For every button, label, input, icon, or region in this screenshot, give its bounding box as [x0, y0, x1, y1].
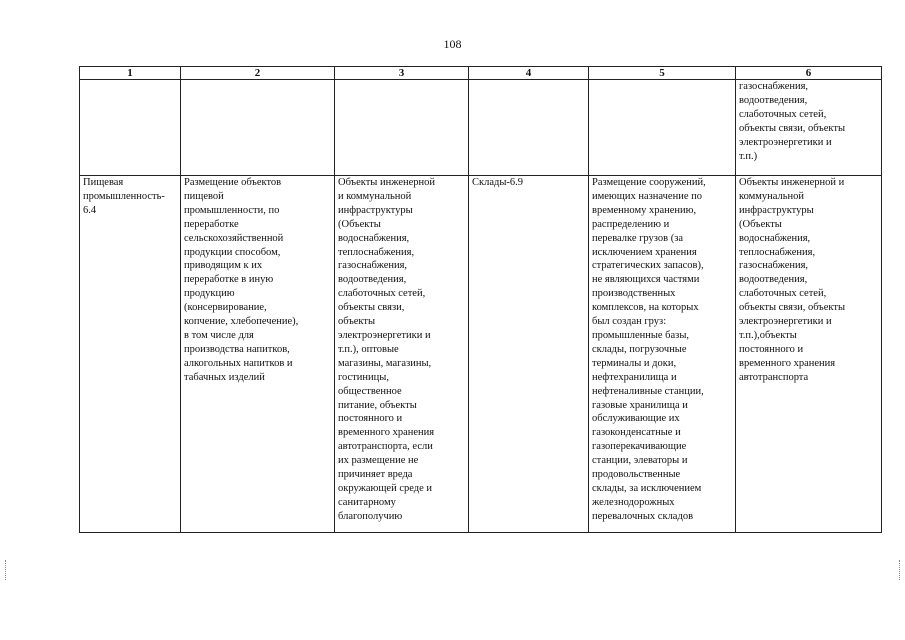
header-col-3: 3	[335, 67, 469, 80]
cell-use-type	[80, 176, 181, 533]
cell-use-description	[181, 176, 335, 533]
header-col-6: 6	[736, 67, 882, 80]
zoning-table	[79, 66, 882, 533]
cell-text: газоснабжения, водоотведения, слаботочных сетей, объекты связи, объекты электроэнергетики и т.п.)	[739, 81, 846, 162]
cell-empty	[335, 80, 469, 176]
table-row-continuation	[80, 80, 882, 176]
header-col-4: 4	[469, 67, 589, 80]
cell-text: Размещение объектов пищевой промышленности, по переработке сельскохозяйственной продукции способом, приводящим к их переработке в иную продукцию (консервирование, копчение, хлебопечение), в том числе для производства напитков, алкогольных напитков и табачных изделий	[184, 177, 299, 383]
header-col-1: 1	[80, 67, 181, 80]
cell-conditional-description	[589, 176, 736, 533]
cell-text: Объекты инженерной и коммунальной инфраструктуры (Объекты водоснабжения, теплоснабжения, газоснабжения, водоотведения, слаботочных сетей, объекты связи, объекты электроэнергетики и т.п.), оптовые магазины, магазины, гостиницы, общественное питание, объекты постоянного и временного хранения автотранспорта, если их размещение не причиняет вреда окружающей среде и санитарному благополучию	[338, 177, 436, 522]
cell-conditional-auxiliary	[736, 176, 882, 533]
table-row-food-industry	[80, 176, 882, 533]
cell-conditional-use	[469, 176, 589, 533]
page-number: 108	[443, 37, 462, 51]
table-header-row	[80, 67, 882, 80]
cell-text: Склады-6.9	[472, 177, 524, 188]
scan-margin-mark-left	[5, 560, 7, 580]
cell-empty	[589, 80, 736, 176]
header-col-5: 5	[589, 67, 736, 80]
cell-continuation-col6	[736, 80, 882, 176]
header-col-2: 2	[181, 67, 335, 80]
scan-margin-mark-right	[899, 560, 901, 580]
cell-text: Пищевая промышленность- 6.4	[83, 177, 165, 216]
cell-auxiliary-objects	[335, 176, 469, 533]
cell-empty	[80, 80, 181, 176]
cell-text: Размещение сооружений, имеющих назначение по временному хранению, распределению и перевалке грузов (за исключением хранения стратегических запасов), не являющихся частями производственных комплексов, на которых был создан груз: промышленные базы, склады, погрузочные терминалы и доки, нефтехранилища и нефтеналивные станции, газовые хранилища и обслуживающие их газоконденсатные и газоперекачивающие станции, элеваторы и продовольственные склады, за исключением железнодорожных перевалочных складов	[592, 177, 706, 522]
cell-empty	[469, 80, 589, 176]
cell-empty	[181, 80, 335, 176]
cell-text: Объекты инженерной и коммунальной инфраструктуры (Объекты водоснабжения, теплоснабжения, газоснабжения, водоотведения, слаботочных сетей, объекты связи, объекты электроэнергетики и т.п.),объекты постоянного и временного хранения автотранспорта	[739, 177, 846, 383]
